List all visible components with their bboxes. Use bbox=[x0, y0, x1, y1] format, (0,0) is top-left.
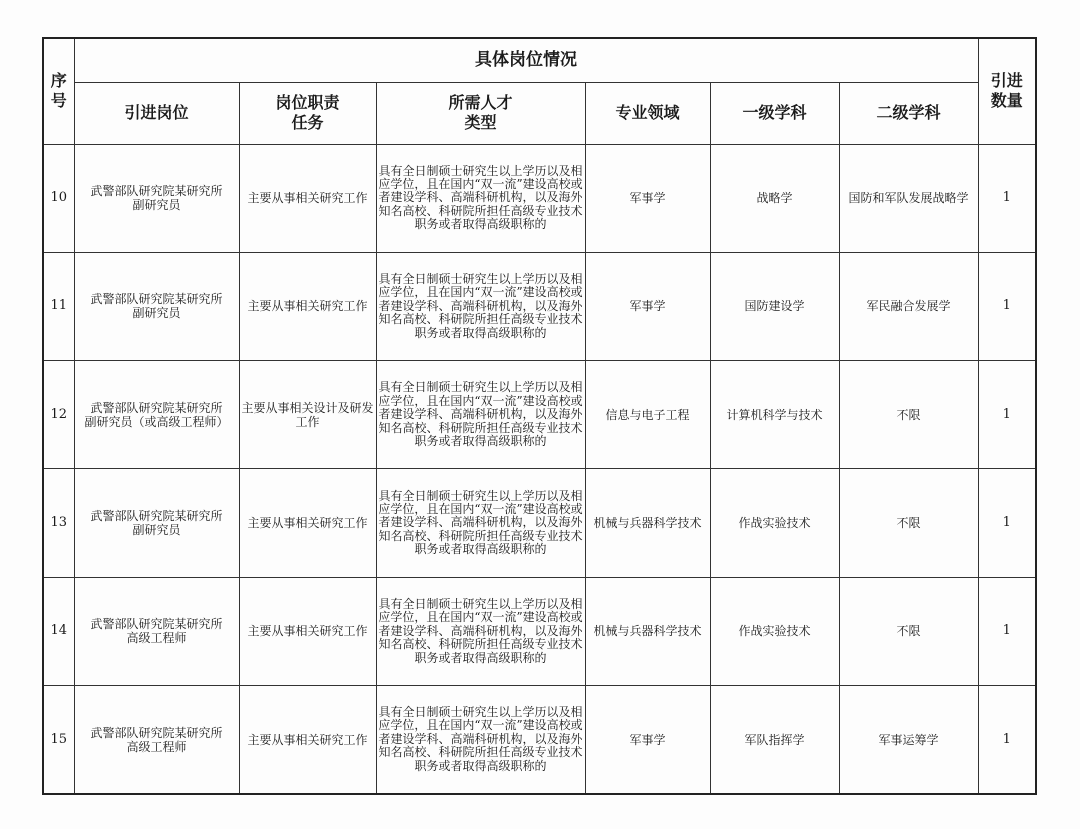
header-subject2: 二级学科 bbox=[839, 82, 978, 144]
row-duty: 主要从事相关研究工作 bbox=[239, 469, 376, 577]
header-talent: 所需人才 类型 bbox=[376, 82, 585, 144]
row-subject1: 战略学 bbox=[710, 144, 839, 252]
positions-table bbox=[42, 37, 1037, 795]
row-subject2: 不限 bbox=[839, 577, 978, 685]
row-subject1: 作战实验技术 bbox=[710, 469, 839, 577]
row-field: 军事学 bbox=[585, 686, 710, 794]
row-count: 1 bbox=[978, 252, 1036, 360]
header-duty: 岗位职责 任务 bbox=[239, 82, 376, 144]
row-duty: 主要从事相关研究工作 bbox=[239, 686, 376, 794]
row-subject2: 军民融合发展学 bbox=[839, 252, 978, 360]
table-row bbox=[43, 361, 1036, 469]
row-position: 武警部队研究院某研究所 高级工程师 bbox=[74, 686, 239, 794]
row-seq: 11 bbox=[43, 252, 74, 360]
header-position: 引进岗位 bbox=[74, 82, 239, 144]
row-position: 武警部队研究院某研究所 副研究员 bbox=[74, 252, 239, 360]
row-field: 机械与兵器科学技术 bbox=[585, 577, 710, 685]
row-count: 1 bbox=[978, 686, 1036, 794]
row-subject1: 计算机科学与技术 bbox=[710, 361, 839, 469]
row-subject2: 国防和军队发展战略学 bbox=[839, 144, 978, 252]
header-subject1: 一级学科 bbox=[710, 82, 839, 144]
table-row bbox=[43, 252, 1036, 360]
row-subject2: 不限 bbox=[839, 361, 978, 469]
row-talent: 具有全日制硕士研究生以上学历以及相应学位，且在国内“双一流”建设高校或者建设学科、高端科研机构，以及海外知名高校、科研院所担任高级专业技术职务或者取得高级职称的 bbox=[376, 144, 585, 252]
row-count: 1 bbox=[978, 361, 1036, 469]
header-field: 专业领域 bbox=[585, 82, 710, 144]
row-subject2: 不限 bbox=[839, 469, 978, 577]
row-field: 机械与兵器科学技术 bbox=[585, 469, 710, 577]
row-duty: 主要从事相关设计及研发工作 bbox=[239, 361, 376, 469]
row-position: 武警部队研究院某研究所 副研究员（或高级工程师） bbox=[74, 361, 239, 469]
row-talent: 具有全日制硕士研究生以上学历以及相应学位，且在国内“双一流”建设高校或者建设学科、高端科研机构，以及海外知名高校、科研院所担任高级专业技术职务或者取得高级职称的 bbox=[376, 686, 585, 794]
row-subject1: 军队指挥学 bbox=[710, 686, 839, 794]
header-title: 具体岗位情况 bbox=[74, 38, 978, 82]
row-position: 武警部队研究院某研究所 副研究员 bbox=[74, 469, 239, 577]
row-count: 1 bbox=[978, 469, 1036, 577]
row-talent: 具有全日制硕士研究生以上学历以及相应学位，且在国内“双一流”建设高校或者建设学科、高端科研机构，以及海外知名高校、科研院所担任高级专业技术职务或者取得高级职称的 bbox=[376, 469, 585, 577]
row-count: 1 bbox=[978, 577, 1036, 685]
row-field: 军事学 bbox=[585, 252, 710, 360]
row-seq: 13 bbox=[43, 469, 74, 577]
row-position: 武警部队研究院某研究所 副研究员 bbox=[74, 144, 239, 252]
row-subject2: 军事运筹学 bbox=[839, 686, 978, 794]
row-duty: 主要从事相关研究工作 bbox=[239, 252, 376, 360]
row-seq: 10 bbox=[43, 144, 74, 252]
row-subject1: 国防建设学 bbox=[710, 252, 839, 360]
row-position: 武警部队研究院某研究所 高级工程师 bbox=[74, 577, 239, 685]
row-seq: 14 bbox=[43, 577, 74, 685]
row-field: 信息与电子工程 bbox=[585, 361, 710, 469]
row-duty: 主要从事相关研究工作 bbox=[239, 577, 376, 685]
table-row bbox=[43, 469, 1036, 577]
header-seq: 序 号 bbox=[43, 38, 74, 144]
row-talent: 具有全日制硕士研究生以上学历以及相应学位，且在国内“双一流”建设高校或者建设学科、高端科研机构，以及海外知名高校、科研院所担任高级专业技术职务或者取得高级职称的 bbox=[376, 252, 585, 360]
row-field: 军事学 bbox=[585, 144, 710, 252]
row-talent: 具有全日制硕士研究生以上学历以及相应学位，且在国内“双一流”建设高校或者建设学科、高端科研机构，以及海外知名高校、科研院所担任高级专业技术职务或者取得高级职称的 bbox=[376, 361, 585, 469]
row-count: 1 bbox=[978, 144, 1036, 252]
row-talent: 具有全日制硕士研究生以上学历以及相应学位，且在国内“双一流”建设高校或者建设学科、高端科研机构，以及海外知名高校、科研院所担任高级专业技术职务或者取得高级职称的 bbox=[376, 577, 585, 685]
row-duty: 主要从事相关研究工作 bbox=[239, 144, 376, 252]
table-row bbox=[43, 577, 1036, 685]
row-subject1: 作战实验技术 bbox=[710, 577, 839, 685]
table-row bbox=[43, 686, 1036, 794]
row-seq: 12 bbox=[43, 361, 74, 469]
header-count: 引进 数量 bbox=[978, 38, 1036, 144]
row-seq: 15 bbox=[43, 686, 74, 794]
table-row bbox=[43, 144, 1036, 252]
